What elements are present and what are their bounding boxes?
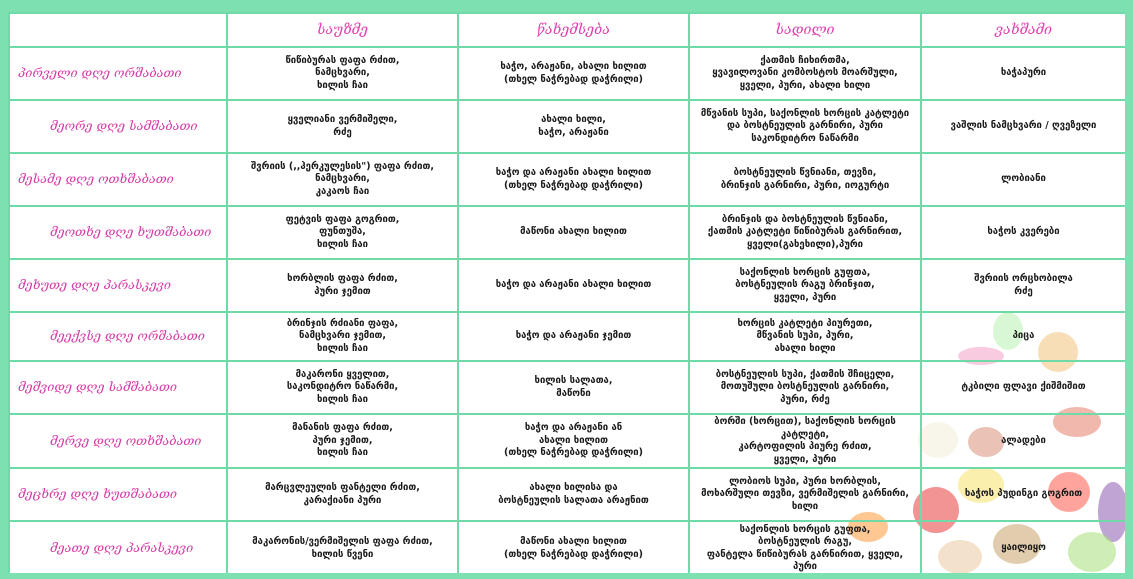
snack-cell: ხაჭო და არაჟანი ახალი ხილით (თხელ ნაჭრებად დაჭრილი) bbox=[458, 153, 689, 206]
breakfast-cell: ბრინჯის რძიანი ფაფა, ნამცხვარი ჯემით, ხილის ჩაი bbox=[227, 312, 458, 361]
breakfast-cell: ყველიანი ვერმიშელი, რძე bbox=[227, 100, 458, 153]
day-label: პირველი დღე ორშაბათი bbox=[9, 47, 227, 100]
breakfast-cell: წიწიბურას ფაფა რძით, ნამცხვარი, ხილის ჩაი bbox=[227, 47, 458, 100]
snack-cell: ხაჭო და არაჟანი ახალი ხილით bbox=[458, 259, 689, 312]
menu-frame bbox=[8, 12, 1125, 573]
day-label: მერვე დღე ოთხშაბათი bbox=[9, 414, 227, 468]
table-row bbox=[9, 414, 1125, 468]
lunch-cell: ხორცის კატლეტი პიურეთი, მწვანის სუპი, პური, ახალი ხილი bbox=[689, 312, 921, 361]
table-row bbox=[9, 521, 1125, 573]
dinner-cell: ხაჭოს კვერები bbox=[921, 206, 1125, 259]
day-label: მესამე დღე ოთხშაბათი bbox=[9, 153, 227, 206]
dinner-cell: ყაილიყო bbox=[921, 521, 1125, 573]
table-row bbox=[9, 312, 1125, 361]
table-row bbox=[9, 153, 1125, 206]
lunch-cell: საქონლის ხორცის გუფთა, ბოსტნეულის რაგუ, ფანტელა წიწიბურას გარნირით, ყველი, პური bbox=[689, 521, 921, 573]
snack-cell: ხაჭო და არაჟანი ან ახალი ხილით (თხელ ნაჭრებად დაჭრილი) bbox=[458, 414, 689, 468]
breakfast-cell: ხორბლის ფაფა რძით, პური ჯემით bbox=[227, 259, 458, 312]
table-row bbox=[9, 206, 1125, 259]
snack-cell: ხაჭო, არაჟანი, ახალი ხილით (თხელ ნაჭრებად დაჭრილი) bbox=[458, 47, 689, 100]
day-label: მეორე დღე სამშაბათი bbox=[9, 100, 227, 153]
lunch-cell: ბრინჯის და ბოსტნეულის წვნიანი, ქათმის კატლეტი წიწიბურას გარნირით, ყველი(გახეხილი),პური bbox=[689, 206, 921, 259]
header-row bbox=[9, 13, 1125, 47]
day-label: მეექვსე დღე ორშაბათი bbox=[9, 312, 227, 361]
dinner-cell: ხაჭაპური bbox=[921, 47, 1125, 100]
lunch-cell: საქონლის ხორცის გუფთა, ბოსტნეულის რაგუ ბრინჯით, ყველი, პური bbox=[689, 259, 921, 312]
lunch-cell: მწვანის სუპი, საქონლის ხორცის კატლეტი და ბოსტნეულის გარნირი, პური საკონდიტრო ნაწარმი bbox=[689, 100, 921, 153]
day-label: მეოთხე დღე ხუთშაბათი bbox=[9, 206, 227, 259]
dinner-cell: ალადები bbox=[921, 414, 1125, 468]
weekly-menu-table bbox=[8, 12, 1125, 573]
breakfast-header: საუზმე bbox=[227, 13, 458, 47]
snack-cell: მაწონი ახალი ხილით (თხელ ნაჭრებად დაჭრილი) bbox=[458, 521, 689, 573]
day-label: მეცხრე დღე ხუთშაბათი bbox=[9, 468, 227, 521]
lunch-cell: ბორში (ხორცით), საქონლის ხორცის კატლეტი, კარტოფილის პიურე რძით, ყველი, პური bbox=[689, 414, 921, 468]
lunch-header: სადილი bbox=[689, 13, 921, 47]
dinner-cell: ვაშლის ნამცხვარი / ღვეზელი bbox=[921, 100, 1125, 153]
dinner-cell: ხაჭოს პუდინგი გოგრით bbox=[921, 468, 1125, 521]
breakfast-cell: მაკარონის/ვერმიშელის ფაფა რძით, ხილის წვენი bbox=[227, 521, 458, 573]
breakfast-cell: მარცვლეულის ფანტელი რძით, კარაქიანი პური bbox=[227, 468, 458, 521]
dinner-cell: ტკბილი ფლავი ქიშმიშით bbox=[921, 361, 1125, 414]
breakfast-cell: შვრიის (,,ჰერკულესის") ფაფა რძით, ნამცხვარი, კაკაოს ჩაი bbox=[227, 153, 458, 206]
corner-cell bbox=[9, 13, 227, 47]
day-label: მეხუთე დღე პარასკევი bbox=[9, 259, 227, 312]
dinner-cell: პიცა bbox=[921, 312, 1125, 361]
snack-cell: ახალი ხილისა და ბოსტნეულის სალათა არაჟნით bbox=[458, 468, 689, 521]
lunch-cell: ბოსტნეულის წვნიანი, თევზი, ბრინჯის გარნირი, პური, იოგურტი bbox=[689, 153, 921, 206]
dinner-cell: შვრიის ორცხობილა რძე bbox=[921, 259, 1125, 312]
snack-cell: მაწონი ახალი ხილით bbox=[458, 206, 689, 259]
snack-cell: ხილის სალათა, მაწონი bbox=[458, 361, 689, 414]
breakfast-cell: მაკარონი ყველით, საკონდიტრო ნაწარმი, ხილის ჩაი bbox=[227, 361, 458, 414]
day-label: მეშვიდე დღე სამშაბათი bbox=[9, 361, 227, 414]
breakfast-cell: ფეტვის ფაფა გოგრით, ფუნთუშა, ხილის ჩაი bbox=[227, 206, 458, 259]
lunch-cell: ბოსტნეულის სუპი, ქათმის შჩიცელი, მოთუშული ბოსტნეულის გარნირი, პური, რძე bbox=[689, 361, 921, 414]
table-row bbox=[9, 468, 1125, 521]
lunch-cell: ლობიოს სუპი, პური ხორბლის, მოხარშული თევზი, ვერმიშელის გარნირი, ხილი bbox=[689, 468, 921, 521]
table-row bbox=[9, 100, 1125, 153]
breakfast-cell: მანანის ფაფა რძით, პური ჯემით, ხილის ჩაი bbox=[227, 414, 458, 468]
snack-header: წახემსება bbox=[458, 13, 689, 47]
snack-cell: ხაჭო და არაჟანი ჯემით bbox=[458, 312, 689, 361]
dinner-cell: ლობიანი bbox=[921, 153, 1125, 206]
table-row bbox=[9, 259, 1125, 312]
snack-cell: ახალი ხილი, ხაჭო, არაჟანი bbox=[458, 100, 689, 153]
table-row bbox=[9, 361, 1125, 414]
day-label: მეათე დღე პარასკევი bbox=[9, 521, 227, 573]
lunch-cell: ქათმის ჩიხირთმა, ყვავილოვანი კომბოსტოს მოარშული, ყველი, პური, ახალი ხილი bbox=[689, 47, 921, 100]
table-row bbox=[9, 47, 1125, 100]
dinner-header: ვახშამი bbox=[921, 13, 1125, 47]
